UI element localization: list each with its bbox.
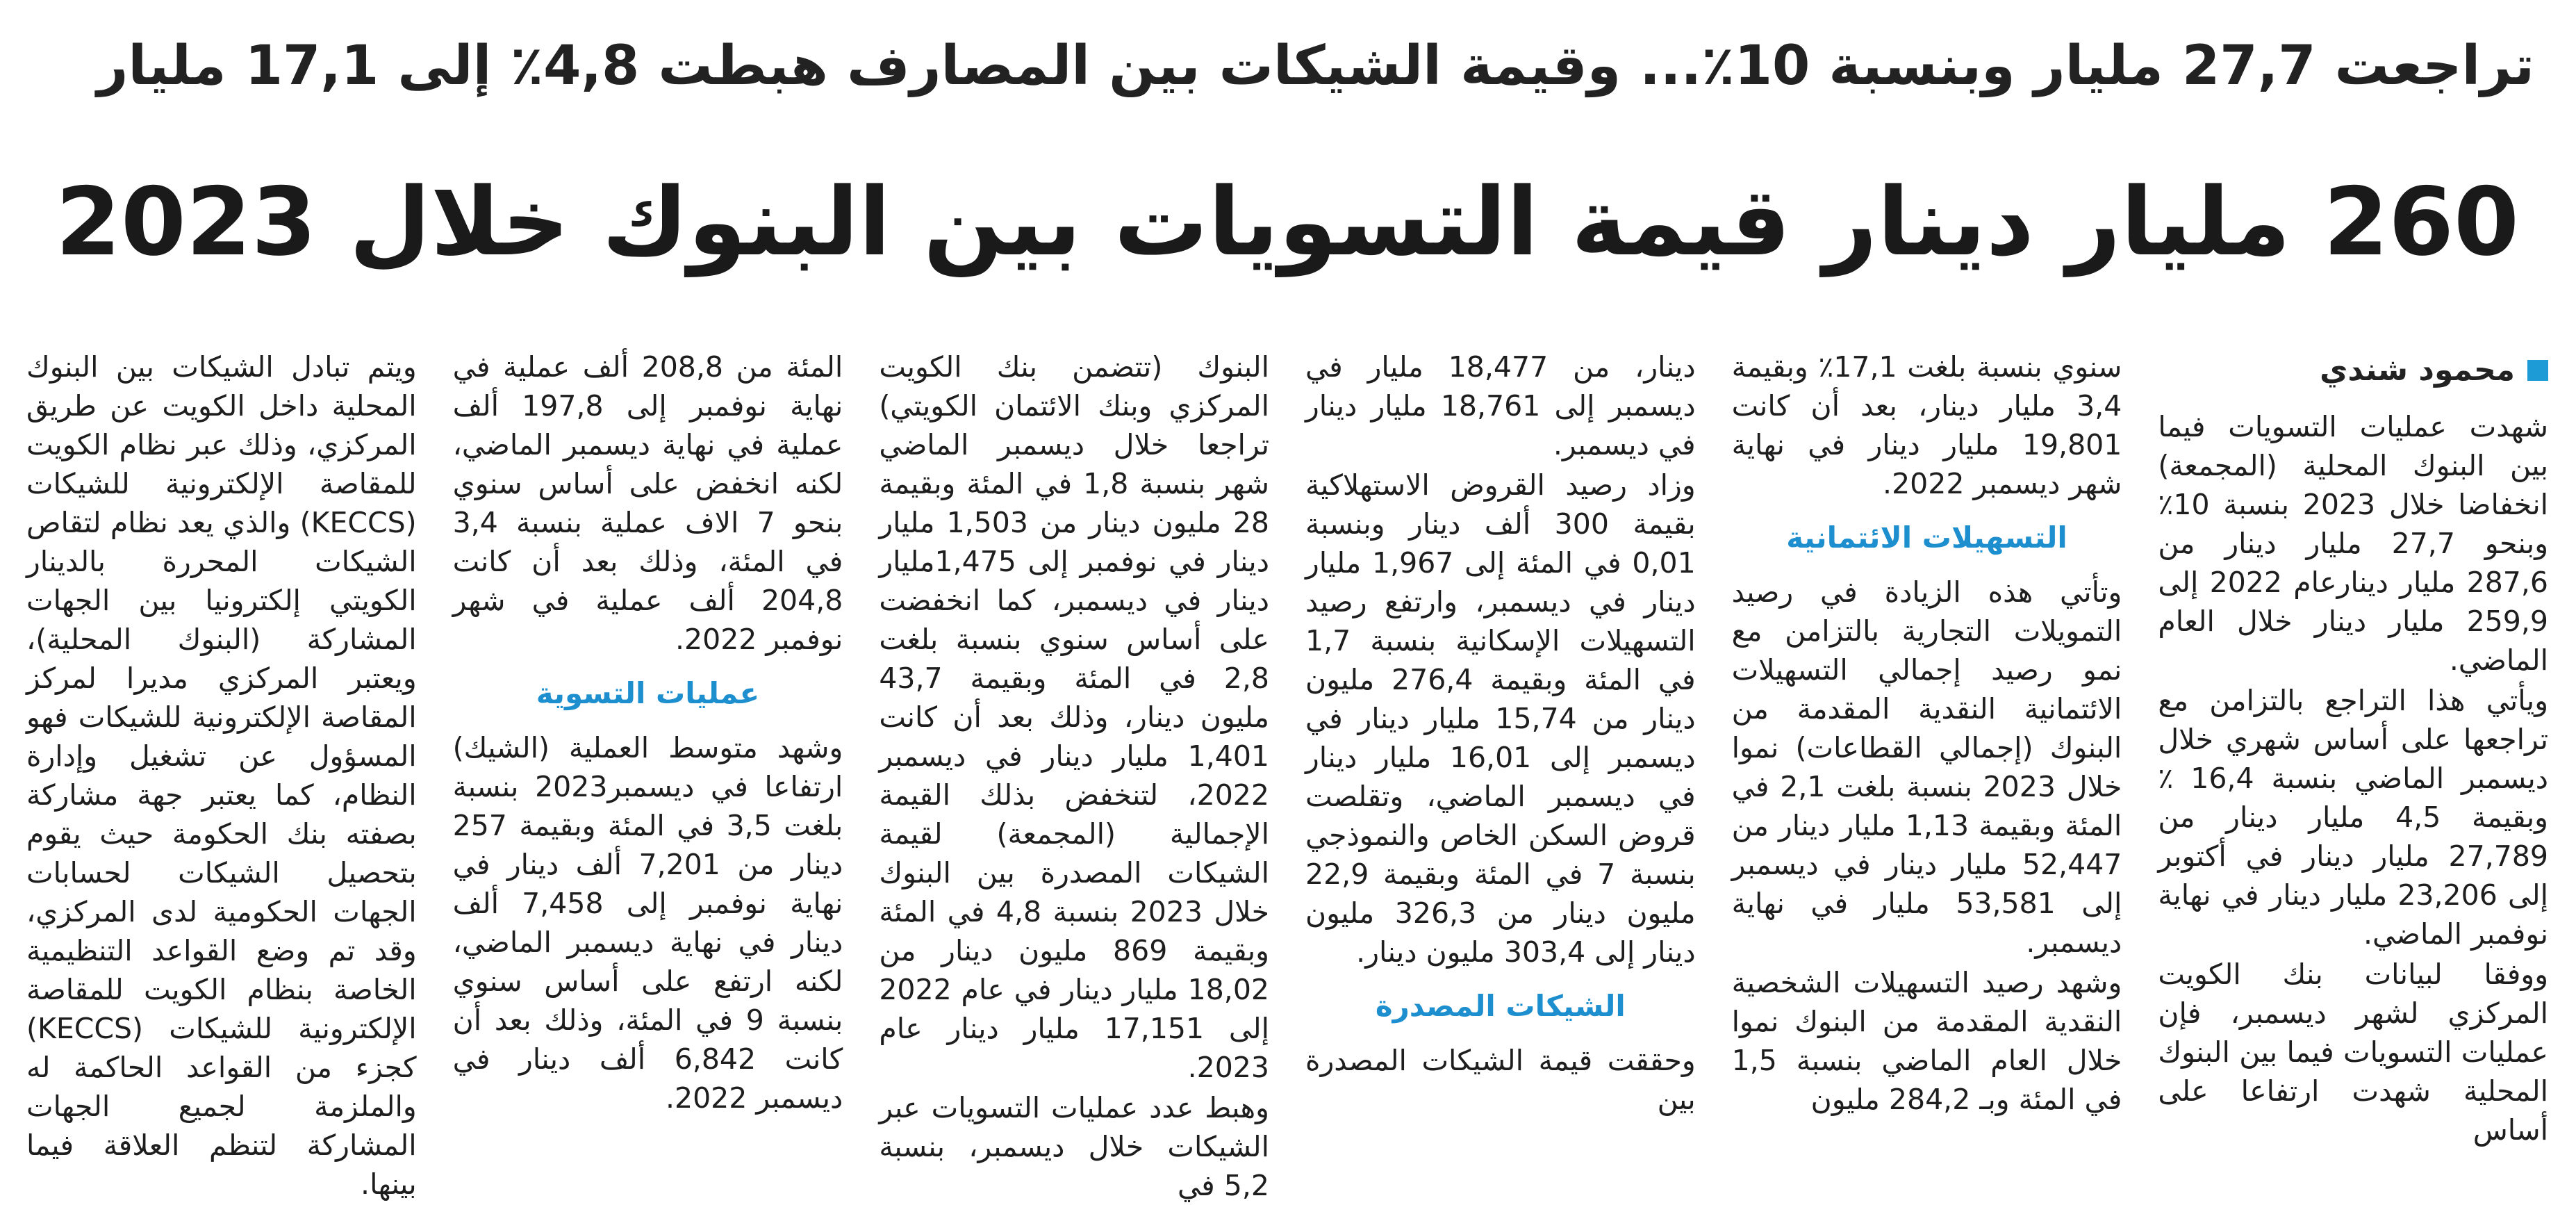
article-subheadline: تراجعت 27,7 مليار وبنسبة 10٪... وقيمة الشيكات بين المصارف هبطت 4,8٪ إلى 17,1 مليار (97, 35, 2534, 97)
paragraph: البنوك (تتضمن بنك الكويت المركزي وبنك الائتمان الكويتي) تراجعا خلال ديسمبر الماضي شهر بنسبة 1,8 في المئة وبقيمة 28 مليون دينار من 1,503 مليار دينار في نوفمبر إلى 1,475مليار دينار في ديسمبر، كما انخفضت على أساس سنوي بنسبة بلغت 2,8 في المئة وبقيمة 43,7 مليون دينار، وذلك بعد أن كانت 1,401 مليار دينار في ديسمبر 2022، لتنخفض بذلك القيمة الإجمالية (المجمعة) لقيمة الشيكات المصدرة بين البنوك خلال 2023 بنسبة 4,8 في المئة وبقيمة 869 مليون دينار من 18,02 مليار دينار في عام 2022 إلى 17,151 مليار دينار عام 2023. (879, 350, 1269, 1084)
article-body (26, 347, 2548, 1202)
paragraph: ويتم تبادل الشيكات بين البنوك المحلية داخل الكويت عن طريق المركزي، وذلك عبر نظام الكويت للمقاصة الإلكترونية للشيكات (KECCS) والذي يعد نظام لتقاص الشيكات المحررة بالدينار الكويتي إلكترونيا بين الجهات المشاركة (البنوك المحلية)، ويعتبر المركزي مديرا لمركز المقاصة الإلكترونية للشيكات فهو المسؤول عن تشغيل وإدارة النظام، كما يعتبر جهة مشاركة بصفته بنك الحكومة حيث يقوم بتحصيل الشيكات لحسابات الجهات الحكومية لدى المركزي، وقد تم وضع القواعد التنظيمية الخاصة بنظام الكويت للمقاصة الإلكترونية للشيكات (KECCS) كجزء من القواعد الحاكمة له والملزمة لجميع الجهات المشاركة لتنظم العلاقة فيما بينها. (26, 350, 417, 1201)
article-column-4 (879, 347, 1269, 1202)
paragraph: سنوي بنسبة بلغت 17,1٪ وبقيمة 3,4 مليار دينار، بعد أن كانت 19,801 مليار دينار في نهاية شهر ديسمبر 2022. (1731, 350, 2122, 500)
byline-square-icon (2527, 360, 2548, 381)
paragraph: شهدت عمليات التسويات فيما بين البنوك المحلية (المجمعة) انخفاضا خلال 2023 بنسبة 10٪ وبنحو 27,7 مليار دينار من 287,6 مليار دينارعام 2022 إلى 259,9 مليار دينار خلال العام الماضي. (2158, 410, 2548, 677)
paragraph: وحققت قيمة الشيكات المصدرة بين (1305, 1044, 1696, 1116)
paragraph: دينار، من 18,477 مليار في ديسمبر إلى 18,761 مليار دينار في ديسمبر. (1305, 350, 1696, 461)
paragraph: وهبط عدد عمليات التسويات عبر الشيكات خلال ديسمبر، بنسبة 5,2 في (879, 1091, 1269, 1202)
paragraph: ويأتي هذا التراجع بالتزامن مع تراجعها على أساس شهري خلال ديسمبر الماضي بنسبة 16,4 ٪ وبقيمة 4,5 مليار دينار من 27,789 مليار دينار في أكتوبر إلى 23,206 مليار دينار في نهاية نوفمبر الماضي. (2158, 684, 2548, 951)
article-column-6 (26, 347, 417, 1201)
paragraph: المئة من 208,8 ألف عملية في نهاية نوفمبر إلى 197,8 ألف عملية في نهاية ديسمبر الماضي، لكنه انخفض على أساس سنوي بنحو 7 الاف عملية بنسبة 3,4 في المئة، وذلك بعد أن كانت 204,8 ألف عملية في شهر نوفمبر 2022. (452, 350, 843, 656)
section-title-credit-facilities: التسهيلات الائتمانية (1786, 520, 2067, 555)
paragraph: وشهد متوسط العملية (الشيك) ارتفاعا في ديسمبر2023 بنسبة بلغت 3,5 في المئة وبقيمة 257 دينار من 7,201 ألف دينار في نهاية نوفمبر إلى 7,458 ألف دينار في نهاية ديسمبر الماضي، لكنه ارتفع على أساس سنوي بنسبة 9 في المئة، وذلك بعد أن كانت 6,842 ألف دينار في ديسمبر 2022. (452, 731, 843, 1115)
paragraph: وشهد رصيد التسهيلات الشخصية النقدية المقدمة من البنوك نموا خلال العام الماضي بنسبة 1,5 في المئة وبـ 284,2 مليون (1731, 966, 2122, 1116)
article-column-5 (452, 347, 843, 1115)
byline (2158, 347, 2548, 393)
paragraph: وتأتي هذه الزيادة في رصيد التمويلات التجارية بالتزامن مع نمو رصيد إجمالي التسهيلات الائتمانية النقدية المقدمة من البنوك (إجمالي القطاعات) نموا خلال 2023 بنسبة بلغت 2,1 في المئة وبقيمة 1,13 مليار دينار من 52,447 مليار دينار في ديسمبر إلى 53,581 مليار في نهاية ديسمبر. (1731, 575, 2122, 959)
paragraph: ووفقا لبيانات بنك الكويت المركزي لشهر ديسمبر، فإن عمليات التسويات فيما بين البنوك المحلية شهدت ارتفاعا على أساس (2158, 958, 2548, 1147)
paragraph: وزاد رصيد القروض الاستهلاكية بقيمة 300 ألف دينار وبنسبة 0,01 في المئة إلى 1,967 مليار دينار في ديسمبر، وارتفع رصيد التسهيلات الإسكانية بنسبة 1,7 في المئة وبقيمة 276,4 مليون دينار من 15,74 مليار دينار في ديسمبر إلى 16,01 مليار دينار في ديسمبر الماضي، وتقلصت قروض السكن الخاص والنموذجي بنسبة 7 في المئة وبقيمة 22,9 مليون دينار من 326,3 مليون دينار إلى 303,4 مليون دينار. (1305, 468, 1696, 969)
article-column-2 (1731, 347, 2122, 1116)
section-title-settlements: عمليات التسوية (536, 676, 760, 710)
article-headline: 260 مليار دينار قيمة التسويات بين البنوك خلال 2023 (55, 167, 2519, 277)
author-name: محمود شندي (2320, 352, 2515, 388)
article-column-1 (2158, 347, 2548, 1147)
section-title-issued-cheques: الشيكات المصدرة (1375, 989, 1626, 1023)
article-column-3 (1305, 347, 1696, 1116)
